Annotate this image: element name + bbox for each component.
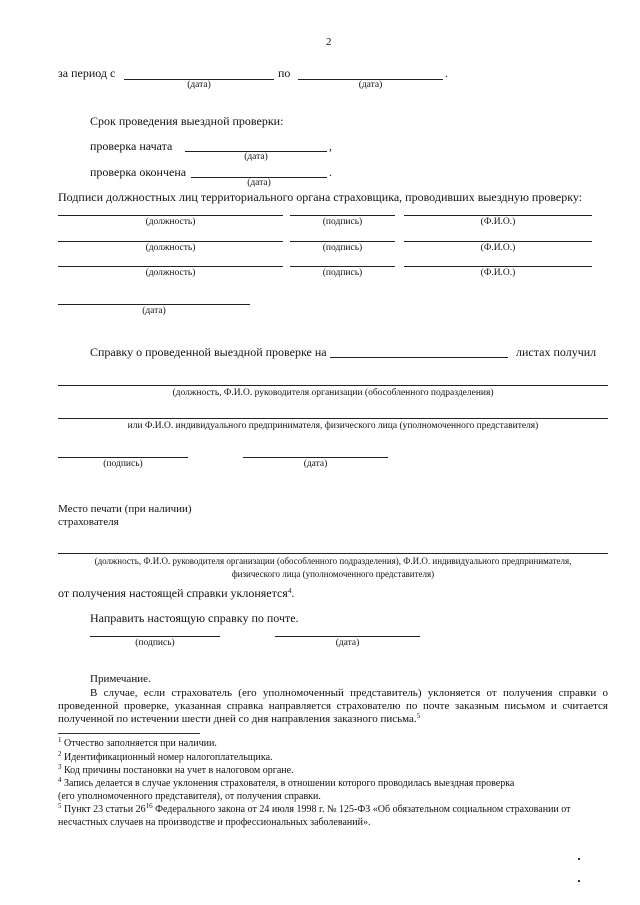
inspection-started-caption: (дата)	[244, 152, 268, 162]
note-title: Примечание.	[90, 673, 151, 685]
mail-date-line[interactable]	[275, 636, 420, 637]
name-caption: (Ф.И.О.)	[480, 268, 516, 278]
name-line[interactable]	[404, 215, 592, 216]
stamp-line-1: Место печати (при наличии)	[58, 503, 192, 515]
footnote-number: 4	[58, 776, 62, 784]
footnote-number: 5	[58, 802, 62, 810]
footnote-article-sup: 16	[145, 802, 153, 810]
footnote-1	[58, 737, 608, 750]
note-body: В случае, если страхователь (его уполномоченный представитель) уклоняется от получения справки о проведенной проверке, указанная справка направляется страхователю по почте заказным письмом и считается полученной по истечении шести дней со дня направления заказного письма.	[58, 687, 608, 725]
refusal-person-line[interactable]	[58, 553, 608, 554]
period-to-label: по	[278, 66, 291, 80]
position-caption: (должность)	[145, 217, 196, 227]
inspection-ended-caption: (дата)	[247, 178, 271, 188]
receipt-text: Справку о проведенной выездной проверке на	[90, 345, 327, 359]
receipt-signature-line[interactable]	[58, 457, 188, 458]
receipt-person-line[interactable]	[58, 385, 608, 386]
note-footnote-ref: 5	[416, 712, 421, 720]
footnote-text: Код причины постановки на учет в налоговом органе.	[64, 765, 294, 776]
inspection-ended-end: .	[329, 165, 332, 179]
period-to-caption: (дата)	[358, 80, 383, 90]
mail-signature-caption: (подпись)	[135, 638, 175, 648]
mail-text: Направить настоящую справку по почте.	[90, 611, 299, 625]
refusal-text: от получения настоящей справки уклоняется	[58, 586, 288, 600]
footnote-2	[58, 751, 608, 764]
refusal-caption-2: физического лица (уполномоченного представителя)	[231, 569, 435, 579]
receipt-date-caption: (дата)	[303, 459, 328, 469]
footnote-text: Запись делается в случае уклонения страхователя, в отношении которого проводилась выездная проверка (его уполномоченного представителя), от получения справки.	[58, 778, 515, 802]
signature-caption: (подпись)	[322, 268, 363, 278]
footnote-number: 1	[58, 736, 62, 744]
footnote-text: Идентификационный номер налогоплательщика.	[64, 752, 273, 763]
receipt-date-line[interactable]	[243, 457, 388, 458]
footnote-number: 2	[58, 750, 62, 758]
refusal-footnote-ref: 4	[287, 587, 292, 595]
position-line[interactable]	[58, 266, 283, 267]
note-body-block	[58, 687, 608, 726]
signature-caption: (подпись)	[322, 217, 363, 227]
period-from-label: за период с	[58, 66, 116, 80]
footnote-number: 3	[58, 763, 62, 771]
receipt-caption-1: (должность, Ф.И.О. руководителя организации (обособленного подразделения)	[172, 388, 494, 398]
signature-line[interactable]	[290, 241, 395, 242]
signature-line[interactable]	[290, 215, 395, 216]
receipt-suffix: листах получил	[516, 345, 597, 359]
refusal-text-line	[58, 586, 294, 601]
stamp-line-2: страхователя	[58, 516, 119, 528]
footnote-4	[58, 777, 528, 803]
footnote-5	[58, 803, 608, 829]
signature-line[interactable]	[290, 266, 395, 267]
mail-signature-line[interactable]	[90, 636, 220, 637]
scan-mark	[578, 858, 580, 860]
footnote-text-pre: Пункт 23 статьи 26	[64, 804, 146, 815]
receipt-person-line-2[interactable]	[58, 418, 608, 419]
footnote-3	[58, 764, 608, 777]
refusal-end: .	[291, 586, 295, 600]
inspection-term-heading: Срок проведения выездной проверки:	[90, 114, 284, 128]
signatures-date-line[interactable]	[58, 304, 250, 305]
position-caption: (должность)	[145, 243, 196, 253]
signatures-date-caption: (дата)	[142, 306, 166, 316]
scan-mark	[578, 880, 580, 882]
inspection-started-end: ,	[329, 139, 332, 153]
position-line[interactable]	[58, 215, 283, 216]
page-number: 2	[326, 36, 332, 48]
period-end-mark: .	[445, 66, 448, 80]
receipt-caption-2: или Ф.И.О. индивидуального предпринимателя, физического лица (уполномоченного представителя)	[127, 421, 539, 431]
footnote-separator	[58, 733, 200, 734]
name-caption: (Ф.И.О.)	[480, 217, 516, 227]
name-line[interactable]	[404, 241, 592, 242]
footnote-text-post: Федерального закона от 24 июля 1998 г. № 125-ФЗ «Об обязательном социальном страховании от несчастных случаев на производстве и профессиональных заболеваний».	[58, 804, 571, 828]
signatures-heading: Подписи должностных лиц территориального органа страховщика, проводивших выездную проверку:	[58, 190, 583, 204]
mail-date-caption: (дата)	[335, 638, 360, 648]
footnote-text: Отчество заполняется при наличии.	[64, 738, 217, 749]
name-caption: (Ф.И.О.)	[480, 243, 516, 253]
receipt-signature-caption: (подпись)	[103, 459, 143, 469]
position-caption: (должность)	[145, 268, 196, 278]
refusal-caption-1: (должность, Ф.И.О. руководителя организации (обособленного подразделения), Ф.И.О. индивидуального предпринимателя,	[94, 556, 572, 566]
inspection-started-label: проверка начата	[90, 139, 173, 153]
position-line[interactable]	[58, 241, 283, 242]
signature-caption: (подпись)	[322, 243, 363, 253]
period-from-caption: (дата)	[187, 80, 211, 90]
inspection-ended-label: проверка окончена	[90, 165, 187, 179]
receipt-sheets-line[interactable]	[330, 357, 508, 358]
name-line[interactable]	[404, 266, 592, 267]
